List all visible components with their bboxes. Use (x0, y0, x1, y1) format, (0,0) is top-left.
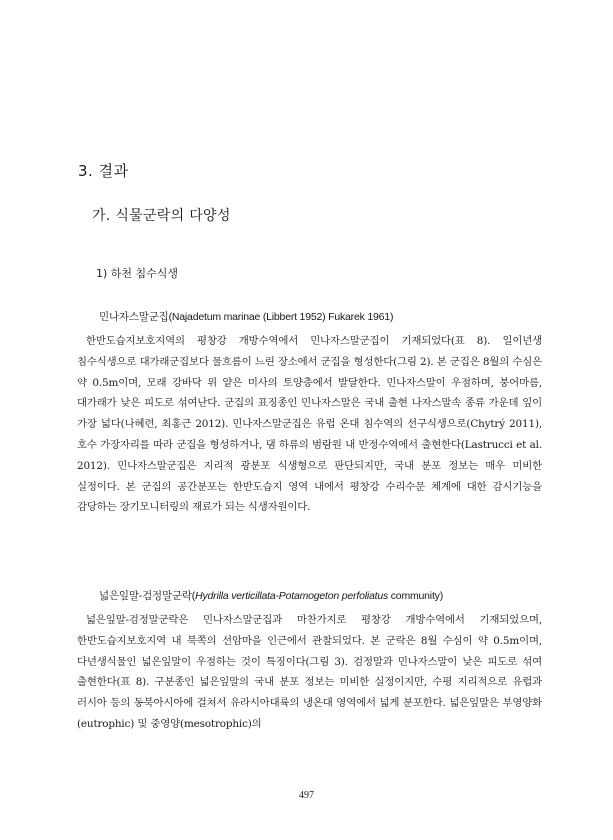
hydrilla-title-suffix: community) (388, 590, 444, 602)
najadetum-marinae-title: 민나자스말군집(Najadetum marinae (Libbert 1952) Fukarek 1961) (99, 311, 394, 323)
section-heading-results: 3. 결과 (78, 162, 129, 180)
hydrilla-potamogeton-paragraph: 넓은잎말-검정말군락은 민나자스말군집과 마찬가지로 평창강 개방수역에서 기재되었으며, 한반도습지보호지역 내 북쪽의 선암마을 인근에서 관찰되었다. 본 군락은 8월 수심이 약 0.5m이며, 다년생식물인 넓은잎말이 우점하는 것이 특징이다(그림 3). 검정말과 민나자스말이 낮은 피도로 섞여 출현한다(표 8). 구분종인 넓은잎말의 국내 분포 정보는 미비한 실정이지만, 수평 지리적으로 유럽과 러시아 등의 동북아시아에 걸쳐서 유라시아대륙의 냉온대 영역에서 넓게 분포한다. 넓은잎말은 부영양화(eutrophic) 및 중영양(mesotrophic)의 (77, 614, 542, 730)
hydrilla-title-prefix: 넓은잎말-검정말군락( (99, 590, 196, 602)
hydrilla-potamogeton-section (77, 588, 542, 735)
subsubsection-heading-river-submerged-vegetation: 1) 하천 침수식생 (96, 267, 179, 280)
najadetum-marinae-section (77, 309, 542, 518)
najadetum-marinae-paragraph: 한반도습지보호지역의 평창강 개방수역에서 민나자스말군집이 기재되었다(표 8). 일이년생 침수식생으로 대가래군집보다 물흐름이 느린 장소에서 군집을 형성한다(그림 2). 본 군집은 8월의 수심은 약 0.5m이며, 모래 강바닥 위 얕은 미사의 토양층에서 발달한다. 민나자스말이 우점하며, 붕어마름, 대가래가 낮은 피도로 섞여난다. 군집의 표징종인 민나자스말은 국내 출현 나자스말속 종류 가운데 잎이 가장 넓다(나혜련, 최홍근 2012). 민나자스말군집은 유럽 온대 침수역의 선구식생으로(Chytrý 2011), 호수 가장자리를 따라 군집을 형성하거나, 댐 하류의 범람원 내 반정수역에서 출현한다(Lastrucci et al. 2012). 민나자스말군집은 지리적 광분포 식생형으로 판단되지만, 국내 분포 정보는 매우 미비한 실정이다. 본 군집의 공간분포는 한반도습지 영역 내에서 평창강 수리수문 체계에 대한 감시기능을 감당하는 장기모니터링의 재료가 되는 식생자원이다. (77, 335, 542, 514)
subsection-heading-plant-community-diversity: 가. 식물군락의 다양성 (92, 208, 231, 224)
page-number: 497 (299, 790, 314, 801)
hydrilla-potamogeton-title (77, 588, 542, 603)
hydrilla-title-scientific-name: Hydrilla verticillata-Potamogeton perfoliatus (195, 590, 389, 602)
